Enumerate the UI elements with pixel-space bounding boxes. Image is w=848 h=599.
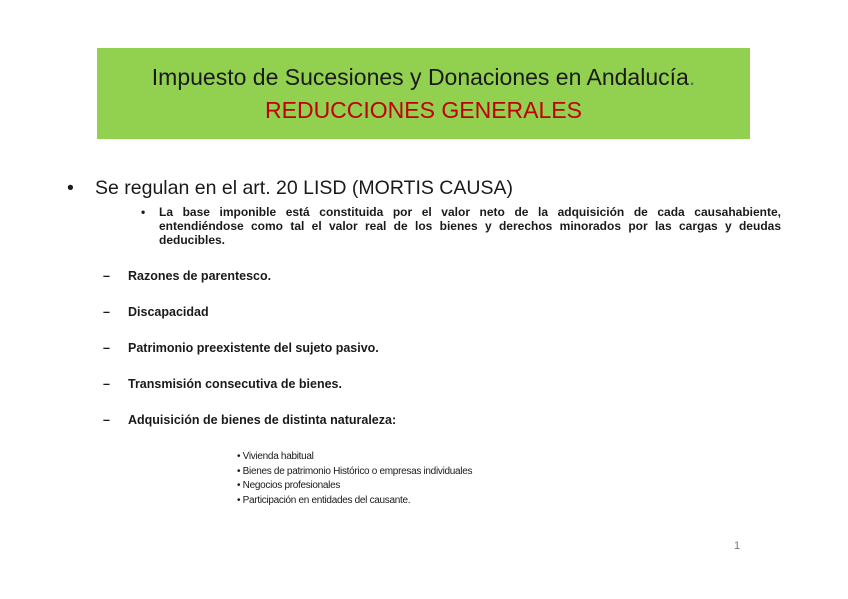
list-item-text: Transmisión consecutiva de bienes.	[128, 377, 342, 391]
list-item-text: Adquisición de bienes de distinta naturaleza:	[128, 413, 397, 427]
slide-title-text: Impuesto de Sucesiones y Donaciones en Andalucía	[151, 64, 689, 90]
list-item-text: Razones de parentesco.	[128, 269, 272, 283]
page-number: 1	[734, 540, 741, 552]
slide-title	[97, 62, 750, 92]
asset-type-item: • Vivienda habitual	[237, 451, 314, 462]
main-bullet-text: Se regulan en el art. 20 LISD (MORTIS CAUSA)	[95, 177, 513, 199]
asset-type-item: • Participación en entidades del causante.	[237, 494, 411, 506]
dash-marker: –	[103, 377, 110, 391]
title-box	[97, 48, 750, 139]
dash-marker: –	[103, 269, 110, 283]
list-item	[103, 340, 379, 356]
asset-type-list	[237, 450, 472, 508]
sub-bullet-text: La base imponible está constituida por el valor neto de la adquisición de cada causahabiente, entendiéndose como tal el valor real de los bienes y derechos minorados por las cargas y deudas deducibles.	[159, 205, 781, 247]
list-item-text: Patrimonio preexistente del sujeto pasivo.	[128, 341, 379, 355]
list-item-text: Discapacidad	[128, 305, 209, 319]
asset-type-item: • Bienes de patrimonio Histórico o empresas individuales	[237, 465, 473, 477]
list-item	[103, 268, 271, 284]
main-bullet	[67, 175, 513, 201]
slide-subtitle: REDUCCIONES GENERALES	[265, 97, 582, 123]
list-item	[103, 412, 396, 428]
asset-type-item: • Negocios profesionales	[237, 480, 341, 491]
list-item	[103, 304, 209, 320]
sub-bullet-marker: •	[141, 205, 146, 219]
dash-marker: –	[103, 341, 110, 355]
dash-marker: –	[103, 413, 110, 427]
main-bullet-marker: •	[67, 177, 74, 199]
list-item	[103, 376, 342, 392]
sub-bullet	[141, 205, 781, 247]
dash-marker: –	[103, 305, 110, 319]
slide-title-dot: .	[688, 64, 696, 90]
